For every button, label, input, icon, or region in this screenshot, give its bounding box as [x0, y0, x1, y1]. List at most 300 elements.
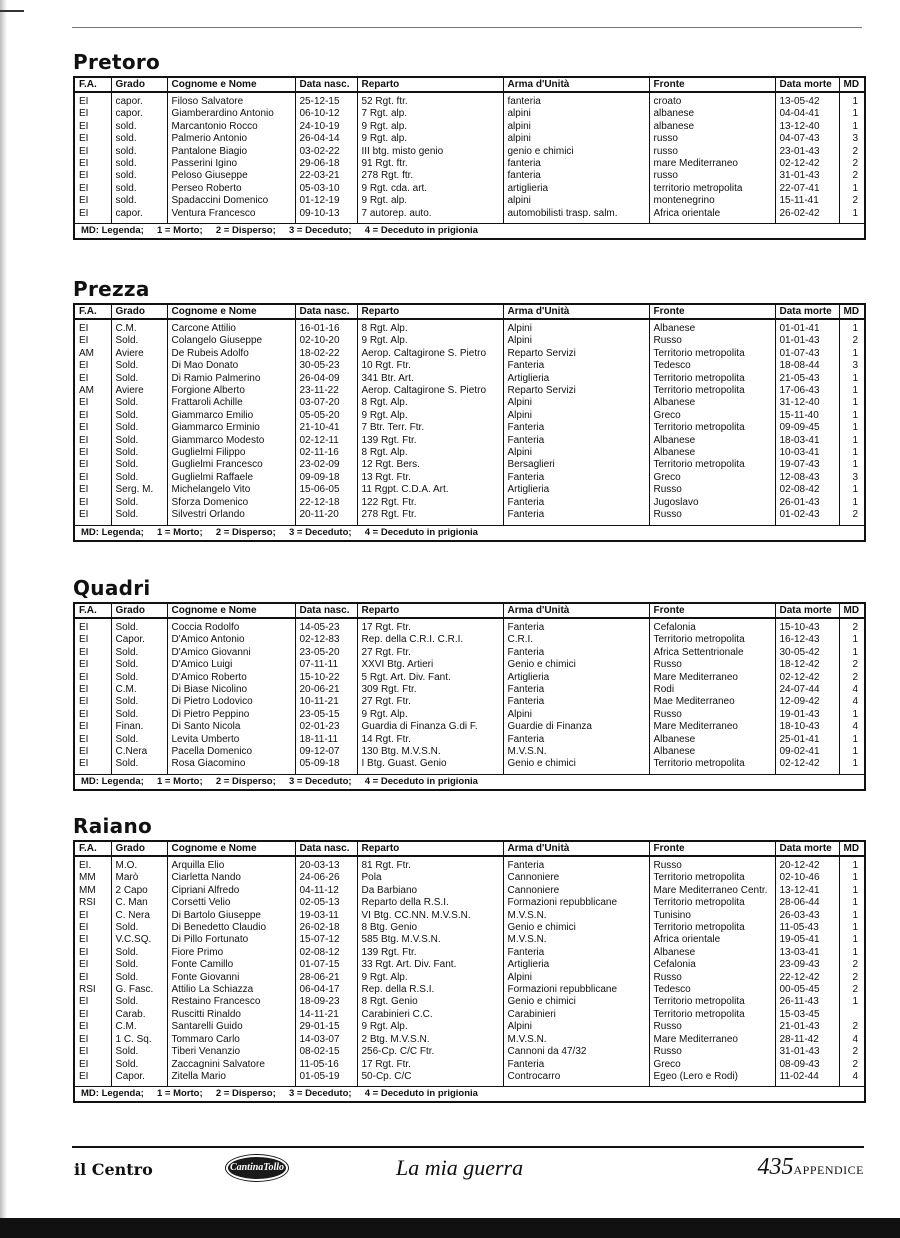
cell-fronte: Africa orientale [649, 208, 775, 224]
cell-arma: Fanteria [503, 856, 649, 872]
cell-reparto: 130 Btg. M.V.S.N. [357, 746, 503, 758]
cell-reparto: 14 Rgt. Ftr. [357, 734, 503, 746]
cell-arma: alpini [503, 108, 649, 120]
table-row [74, 696, 865, 708]
cell-fa: EI [74, 959, 111, 971]
column-header-morte: Data morte [775, 603, 839, 618]
cell-nome: Di Santo Nicola [167, 721, 295, 733]
table-row [74, 1071, 865, 1087]
cell-fa: EI [74, 934, 111, 946]
cell-grado: Marò [111, 872, 167, 884]
cell-fronte: albanese [649, 108, 775, 120]
cell-reparto: I Btg. Guast. Genio [357, 758, 503, 774]
cell-reparto: 11 Rgpt. C.D.A. Art. [357, 484, 503, 496]
column-header-fronte: Fronte [649, 77, 775, 92]
cell-md: 2 [839, 972, 865, 984]
cell-md: 1 [839, 348, 865, 360]
column-header-grado: Grado [111, 304, 167, 319]
column-header-fa: F.A. [74, 304, 111, 319]
table-row [74, 897, 865, 909]
column-header-arma: Arma d'Unità [503, 304, 649, 319]
cell-grado: Sold. [111, 696, 167, 708]
cell-fronte: Albanese [649, 397, 775, 409]
cell-reparto: 341 Btr. Art. [357, 373, 503, 385]
cell-grado: 1 C. Sq. [111, 1034, 167, 1046]
cell-grado: sold. [111, 170, 167, 182]
casualty-table [73, 303, 866, 542]
cell-nome: Perseo Roberto [167, 183, 295, 195]
cell-nome: Pantalone Biagio [167, 146, 295, 158]
cell-grado: Capor. [111, 1071, 167, 1087]
cell-arma: Artiglieria [503, 484, 649, 496]
cell-arma: Fanteria [503, 360, 649, 372]
table-row [74, 195, 865, 207]
column-header-fronte: Fronte [649, 603, 775, 618]
cell-arma: M.V.S.N. [503, 746, 649, 758]
section-title: Prezza [73, 277, 150, 301]
cell-fronte: Mare Mediterraneo [649, 1034, 775, 1046]
cell-nome: Carcone Attilio [167, 319, 295, 335]
cell-arma: Fanteria [503, 497, 649, 509]
column-header-grado: Grado [111, 77, 167, 92]
cell-morte: 15-11-41 [775, 195, 839, 207]
column-header-grado: Grado [111, 603, 167, 618]
cell-grado: Sold. [111, 647, 167, 659]
cell-reparto: 278 Rgt. ftr. [357, 170, 503, 182]
cell-nascita: 06-04-17 [295, 984, 357, 996]
cell-nascita: 18-02-22 [295, 348, 357, 360]
cell-arma: Artiglieria [503, 672, 649, 684]
cell-fronte: montenegrino [649, 195, 775, 207]
cell-grado: M.O. [111, 856, 167, 872]
cell-morte: 31-01-43 [775, 170, 839, 182]
cell-fa: EI [74, 133, 111, 145]
cell-fronte: Albanese [649, 435, 775, 447]
cell-arma: automobilisti trasp. salm. [503, 208, 649, 224]
cell-md: 2 [839, 509, 865, 525]
cell-md: 1 [839, 872, 865, 884]
cell-fronte: Territorio metropolita [649, 634, 775, 646]
table-row [74, 509, 865, 525]
cell-arma: fanteria [503, 92, 649, 108]
cell-nascita: 02-11-16 [295, 447, 357, 459]
cell-fa: EI [74, 972, 111, 984]
table-row [74, 758, 865, 774]
column-header-fronte: Fronte [649, 304, 775, 319]
cell-grado: sold. [111, 158, 167, 170]
cell-arma: Alpini [503, 1021, 649, 1033]
column-header-md: MD [839, 841, 865, 856]
cell-arma: Reparto Servizi [503, 385, 649, 397]
cell-fa: EI [74, 472, 111, 484]
cell-reparto: 256-Cp. C/C Ftr. [357, 1046, 503, 1058]
cell-md: 2 [839, 1059, 865, 1071]
cell-morte: 02-08-42 [775, 484, 839, 496]
cell-nascita: 15-07-12 [295, 934, 357, 946]
cell-reparto: Reparto della R.S.I. [357, 897, 503, 909]
cell-fa: EI [74, 108, 111, 120]
cell-morte: 31-01-43 [775, 1046, 839, 1058]
table-row [74, 170, 865, 182]
cell-arma: Genio e chimici [503, 659, 649, 671]
cell-md: 1 [839, 856, 865, 872]
cell-arma: Artiglieria [503, 373, 649, 385]
cell-grado: Sold. [111, 758, 167, 774]
table-row [74, 634, 865, 646]
table-row [74, 721, 865, 733]
cell-reparto: 33 Rgt. Art. Div. Fant. [357, 959, 503, 971]
cell-fronte: Territorio metropolita [649, 422, 775, 434]
cell-arma: Genio e chimici [503, 996, 649, 1008]
cell-nome: D'Amico Antonio [167, 634, 295, 646]
cell-nome: Ciarletta Nando [167, 872, 295, 884]
cell-fa: EI [74, 1071, 111, 1087]
cell-md: 1 [839, 385, 865, 397]
column-header-nascita: Data nasc. [295, 304, 357, 319]
cell-nascita: 14-11-21 [295, 1009, 357, 1021]
cell-nome: Attilio La Schiazza [167, 984, 295, 996]
cell-nascita: 02-12-11 [295, 435, 357, 447]
cell-arma: Fanteria [503, 647, 649, 659]
cell-nascita: 04-11-12 [295, 885, 357, 897]
cell-nome: Di Benedetto Claudio [167, 922, 295, 934]
cell-morte: 31-12-40 [775, 397, 839, 409]
cell-nome: Fonte Giovanni [167, 972, 295, 984]
table-row [74, 709, 865, 721]
column-header-fa: F.A. [74, 841, 111, 856]
cell-arma: Alpini [503, 709, 649, 721]
cell-morte: 26-03-43 [775, 910, 839, 922]
cell-reparto: 9 Rgt. Alp. [357, 1021, 503, 1033]
cell-nascita: 07-11-11 [295, 659, 357, 671]
cell-fronte: Tedesco [649, 984, 775, 996]
cell-grado: Sold. [111, 373, 167, 385]
cell-nascita: 05-09-18 [295, 758, 357, 774]
cell-grado: Sold. [111, 922, 167, 934]
cell-fa: EI [74, 183, 111, 195]
cell-nome: Di Ramio Palmerino [167, 373, 295, 385]
cell-nascita: 02-05-13 [295, 897, 357, 909]
cell-nascita: 03-02-22 [295, 146, 357, 158]
cell-md: 4 [839, 696, 865, 708]
cell-morte: 28-06-44 [775, 897, 839, 909]
cell-arma: M.V.S.N. [503, 934, 649, 946]
cell-md: 2 [839, 146, 865, 158]
cell-md: 1 [839, 758, 865, 774]
cell-nascita: 15-06-05 [295, 484, 357, 496]
cell-reparto: Carabinieri C.C. [357, 1009, 503, 1021]
cell-morte: 02-12-42 [775, 672, 839, 684]
cell-arma: Alpini [503, 397, 649, 409]
cell-nome: D'Amico Roberto [167, 672, 295, 684]
cell-reparto: XXVI Btg. Artieri [357, 659, 503, 671]
cell-reparto: 8 Rgt. Alp. [357, 319, 503, 335]
column-header-nome: Cognome e Nome [167, 77, 295, 92]
section-quadri [73, 576, 864, 791]
cell-morte: 08-09-43 [775, 1059, 839, 1071]
sponsor-logo-text: CantinaTollo [229, 1162, 285, 1173]
cell-nome: Coccia Rodolfo [167, 618, 295, 634]
cell-nascita: 03-07-20 [295, 397, 357, 409]
cell-md: 1 [839, 447, 865, 459]
section-title: Raiano [73, 814, 153, 838]
cell-reparto: 7 autorep. auto. [357, 208, 503, 224]
cell-fa: EI [74, 484, 111, 496]
column-header-md: MD [839, 304, 865, 319]
cell-fa: EI [74, 509, 111, 525]
cell-grado: C. Nera [111, 910, 167, 922]
column-header-md: MD [839, 603, 865, 618]
cell-morte: 23-09-43 [775, 959, 839, 971]
cell-md: 1 [839, 910, 865, 922]
cell-md: 1 [839, 885, 865, 897]
cell-fa: EI [74, 360, 111, 372]
cell-nome: Giamberardino Antonio [167, 108, 295, 120]
cell-fa: EI [74, 947, 111, 959]
table-row [74, 947, 865, 959]
cell-nome: Fiore Primo [167, 947, 295, 959]
column-header-morte: Data morte [775, 77, 839, 92]
table-row [74, 422, 865, 434]
cell-md: 1 [839, 92, 865, 108]
cell-fa: EI [74, 746, 111, 758]
column-header-arma: Arma d'Unità [503, 603, 649, 618]
cell-grado: Sold. [111, 509, 167, 525]
cell-grado: C.M. [111, 684, 167, 696]
cell-grado: Serg. M. [111, 484, 167, 496]
cell-md: 2 [839, 158, 865, 170]
table-header-row [74, 841, 865, 856]
cell-grado: Sold. [111, 996, 167, 1008]
table-row [74, 684, 865, 696]
cell-fa: EI. [74, 856, 111, 872]
cell-fronte: Tunisino [649, 910, 775, 922]
cell-nome: Di Biase Nicolino [167, 684, 295, 696]
cell-grado: sold. [111, 146, 167, 158]
cell-grado: Sold. [111, 959, 167, 971]
cell-arma: alpini [503, 195, 649, 207]
cell-reparto: Guardia di Finanza G.di F. [357, 721, 503, 733]
table-row [74, 672, 865, 684]
cell-fa: EI [74, 647, 111, 659]
cell-fronte: Territorio metropolita [649, 1009, 775, 1021]
cell-nascita: 01-12-19 [295, 195, 357, 207]
cell-nascita: 20-11-20 [295, 509, 357, 525]
cell-nascita: 10-11-21 [295, 696, 357, 708]
cell-nascita: 16-01-16 [295, 319, 357, 335]
cell-fronte: Africa Settentrionale [649, 647, 775, 659]
table-row [74, 984, 865, 996]
legend-row [74, 1087, 865, 1103]
table-row [74, 856, 865, 872]
cell-fa: EI [74, 1046, 111, 1058]
cell-nascita: 02-10-20 [295, 335, 357, 347]
table-row [74, 497, 865, 509]
cell-arma: Alpini [503, 972, 649, 984]
table-row [74, 146, 865, 158]
cell-fa: RSI [74, 984, 111, 996]
cell-grado: Sold. [111, 1059, 167, 1071]
table-row [74, 484, 865, 496]
legend-row [74, 224, 865, 240]
cell-reparto: 122 Rgt. Ftr. [357, 497, 503, 509]
column-header-nascita: Data nasc. [295, 77, 357, 92]
cell-fa: EI [74, 158, 111, 170]
cell-reparto: 7 Btr. Terr. Ftr. [357, 422, 503, 434]
cell-fa: EI [74, 734, 111, 746]
column-header-arma: Arma d'Unità [503, 841, 649, 856]
column-header-md: MD [839, 77, 865, 92]
cell-nascita: 15-10-22 [295, 672, 357, 684]
cell-fa: EI [74, 922, 111, 934]
cell-fronte: Mare Mediterraneo Centr. [649, 885, 775, 897]
cell-fa: EI [74, 996, 111, 1008]
cell-nascita: 09-12-07 [295, 746, 357, 758]
cell-nome: Palmerio Antonio [167, 133, 295, 145]
cell-fa: EI [74, 497, 111, 509]
cell-morte: 11-05-43 [775, 922, 839, 934]
table-row [74, 158, 865, 170]
cell-arma: genio e chimici [503, 146, 649, 158]
cell-arma: Cannoniere [503, 885, 649, 897]
cell-grado: Aviere [111, 348, 167, 360]
cell-fronte: Territorio metropolita [649, 922, 775, 934]
cell-fronte: Tedesco [649, 360, 775, 372]
column-header-nascita: Data nasc. [295, 603, 357, 618]
page-number: 435 [757, 1154, 794, 1180]
cell-md: 4 [839, 721, 865, 733]
cell-morte: 09-09-45 [775, 422, 839, 434]
cell-fa: EI [74, 684, 111, 696]
cell-md: 2 [839, 170, 865, 182]
cell-morte: 21-05-43 [775, 373, 839, 385]
cell-grado: Sold. [111, 618, 167, 634]
cell-morte: 16-12-43 [775, 634, 839, 646]
cell-md: 1 [839, 647, 865, 659]
table-row [74, 447, 865, 459]
cell-fa: EI [74, 335, 111, 347]
cell-reparto: VI Btg. CC.NN. M.V.S.N. [357, 910, 503, 922]
cell-fronte: Rodi [649, 684, 775, 696]
cell-md: 1 [839, 319, 865, 335]
cell-morte: 19-05-41 [775, 934, 839, 946]
top-rule [72, 27, 862, 28]
cell-arma: alpini [503, 133, 649, 145]
cell-morte: 18-08-44 [775, 360, 839, 372]
cell-nome: Di Pietro Lodovico [167, 696, 295, 708]
cell-md: 1 [839, 709, 865, 721]
table-row [74, 348, 865, 360]
cell-arma: Fanteria [503, 734, 649, 746]
section-prezza [73, 277, 864, 542]
cell-reparto: 7 Rgt. alp. [357, 108, 503, 120]
cell-md: 4 [839, 1071, 865, 1087]
cell-nascita: 05-03-10 [295, 183, 357, 195]
cell-nome: Tommaro Carlo [167, 1034, 295, 1046]
cell-md: 3 [839, 133, 865, 145]
cell-fronte: Territorio metropolita [649, 897, 775, 909]
cell-arma: fanteria [503, 158, 649, 170]
footer-rule [72, 1146, 864, 1148]
table-row [74, 618, 865, 634]
cell-arma: Alpini [503, 335, 649, 347]
table-row [74, 1021, 865, 1033]
table-row [74, 133, 865, 145]
cell-nome: Corsetti Velio [167, 897, 295, 909]
cell-morte: 15-10-43 [775, 618, 839, 634]
cell-nome: Di Pillo Fortunato [167, 934, 295, 946]
column-header-reparto: Reparto [357, 841, 503, 856]
cell-morte: 01-02-43 [775, 509, 839, 525]
cell-fronte: Russo [649, 1021, 775, 1033]
cell-nascita: 01-07-15 [295, 959, 357, 971]
cell-fa: RSI [74, 897, 111, 909]
cell-grado: Sold. [111, 459, 167, 471]
cell-reparto: 9 Rgt. cda. art. [357, 183, 503, 195]
cell-md: 1 [839, 459, 865, 471]
cell-nome: De Rubeis Adolfo [167, 348, 295, 360]
cell-fa: EI [74, 1009, 111, 1021]
column-header-fa: F.A. [74, 603, 111, 618]
cell-nome: Zitella Mario [167, 1071, 295, 1087]
cell-reparto: Da Barbiano [357, 885, 503, 897]
cell-md: 2 [839, 984, 865, 996]
cell-md: 1 [839, 410, 865, 422]
cell-arma: Genio e chimici [503, 758, 649, 774]
cell-reparto: 5 Rgt. Art. Div. Fant. [357, 672, 503, 684]
cell-md: 1 [839, 121, 865, 133]
cell-md: 1 [839, 746, 865, 758]
table-row [74, 659, 865, 671]
cell-nome: Passerini Igino [167, 158, 295, 170]
cell-fronte: Mae Mediterraneo [649, 696, 775, 708]
cell-grado: sold. [111, 195, 167, 207]
cell-morte: 13-05-42 [775, 92, 839, 108]
cell-reparto: 278 Rgt. Ftr. [357, 509, 503, 525]
cell-reparto: 17 Rgt. Ftr. [357, 1059, 503, 1071]
cell-morte: 09-02-41 [775, 746, 839, 758]
cell-arma: Fanteria [503, 618, 649, 634]
cell-nome: Santarelli Guido [167, 1021, 295, 1033]
cell-fronte: Mare Mediterraneo [649, 721, 775, 733]
column-header-reparto: Reparto [357, 603, 503, 618]
cell-nome: Forgione Alberto [167, 385, 295, 397]
series-title: La mia guerra [396, 1155, 524, 1180]
cell-nome: Ventura Francesco [167, 208, 295, 224]
cell-nome: Arquilla Elio [167, 856, 295, 872]
cell-fa: AM [74, 348, 111, 360]
cell-morte: 26-11-43 [775, 996, 839, 1008]
cell-fa: EI [74, 672, 111, 684]
cell-md: 3 [839, 360, 865, 372]
cell-morte: 01-07-43 [775, 348, 839, 360]
cell-nome: Cipriani Alfredo [167, 885, 295, 897]
cell-grado: sold. [111, 183, 167, 195]
legend: MD: Legenda; 1 = Morto; 2 = Disperso; 3 = Deceduto; 4 = Deceduto in prigionia [74, 525, 865, 541]
section-label: APPENDICE [793, 1163, 864, 1177]
cell-nascita: 23-02-09 [295, 459, 357, 471]
cell-md: 2 [839, 618, 865, 634]
cell-fa: EI [74, 758, 111, 774]
cell-reparto: 52 Rgt. ftr. [357, 92, 503, 108]
casualty-table [73, 840, 866, 1103]
cell-reparto: 8 Rgt. Alp. [357, 447, 503, 459]
cell-nascita: 11-05-16 [295, 1059, 357, 1071]
cell-grado: C.Nera [111, 746, 167, 758]
cell-grado: Carab. [111, 1009, 167, 1021]
column-header-nome: Cognome e Nome [167, 304, 295, 319]
cell-arma: Fanteria [503, 947, 649, 959]
